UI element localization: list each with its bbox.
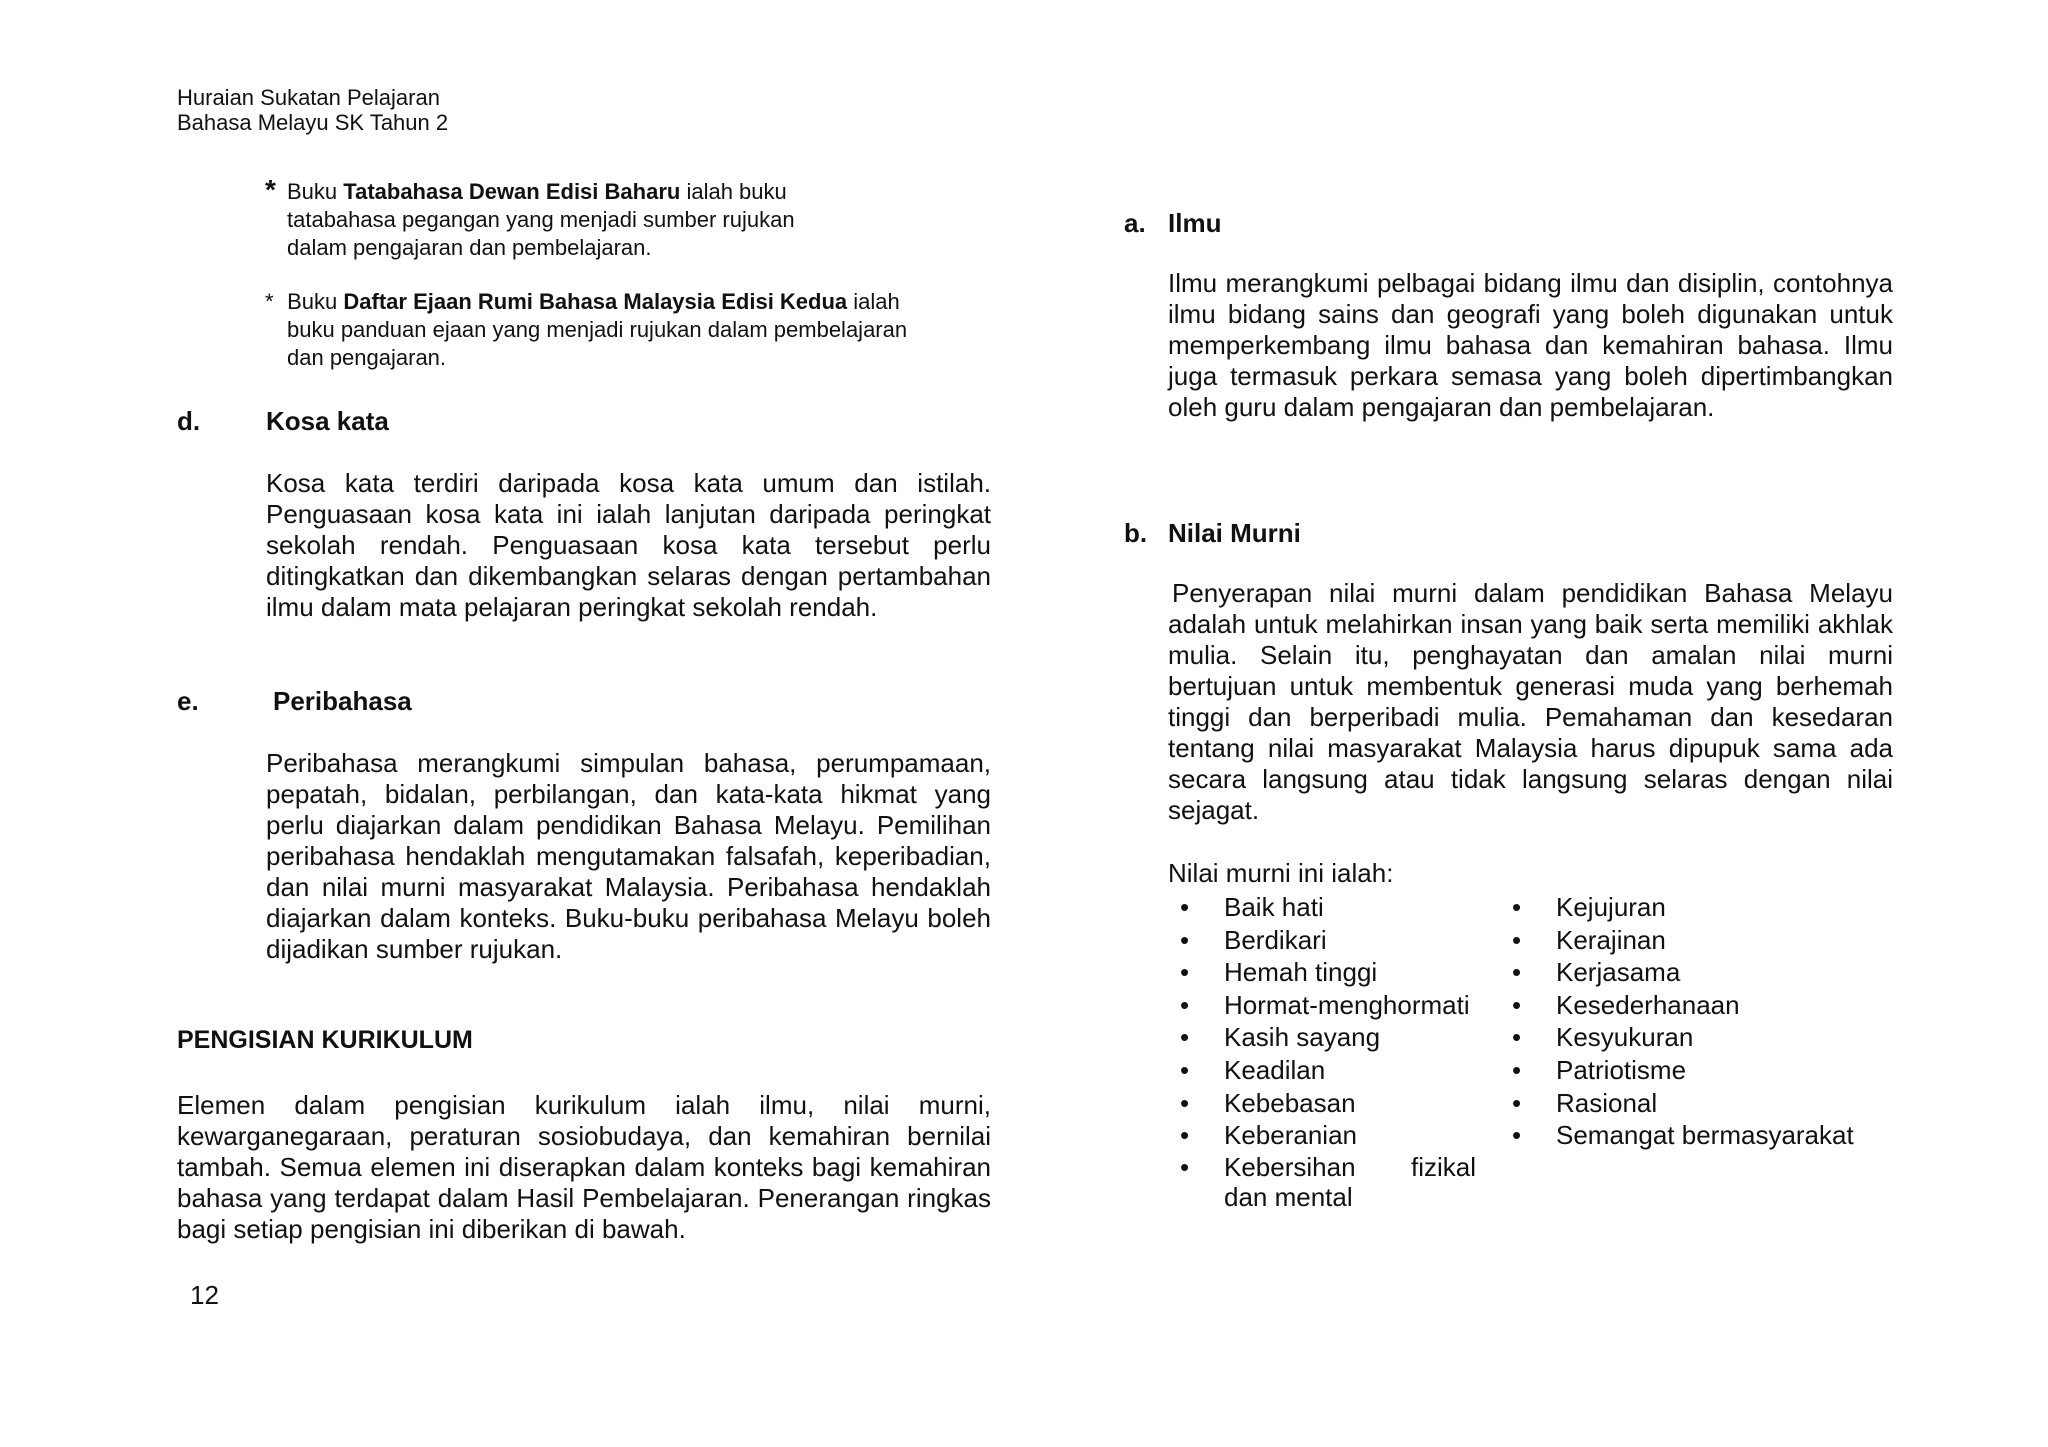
section-e-body: Peribahasa merangkumi simpulan bahasa, perumpamaan, pepatah, bidalan, perbilangan, dan kata-kata hikmat yang perlu diajarkan dalam pendidikan Bahasa Melayu. Pemilihan peribahasa hendaklah mengutamakan falsafah, keperibadian, dan nilai murni masyarakat Malaysia. Peribahasa hendaklah diajarkan dalam konteks. Buku-buku peribahasa Melayu boleh dijadikan sumber rujukan. — [266, 748, 991, 964]
list-item: • Kejujuran — [1500, 891, 1900, 924]
list-item: • Kesederhanaan — [1500, 989, 1900, 1022]
section-d-title: Kosa kata — [266, 406, 389, 436]
list-item: • Baik hati — [1168, 891, 1488, 924]
section-d-body: Kosa kata terdiri daripada kosa kata umum dan istilah. Penguasaan kosa kata ini ialah lanjutan daripada peringkat sekolah rendah. Penguasaan kosa kata tersebut perlu ditingkatkan dan dikembangkan selaras dengan pertambahan ilmu dalam mata pelajaran peringkat sekolah rendah. — [266, 468, 991, 622]
nilai-murni-list-left — [1168, 891, 1488, 1212]
section-a-body: Ilmu merangkumi pelbagai bidang ilmu dan disiplin, contohnya ilmu bidang sains dan geografi yang boleh digunakan untuk memperkembang ilmu bahasa dan kemahiran bahasa. Ilmu juga termasuk perkara semasa yang boleh dipertimbangkan oleh guru dalam pengajaran dan pembelajaran. — [1168, 268, 1893, 422]
pengisian-kurikulum-heading: PENGISIAN KURIKULUM — [177, 1026, 473, 1054]
note-book-title: Tatabahasa Dewan Edisi Baharu — [343, 179, 681, 204]
section-a-title: Ilmu — [1168, 208, 1222, 238]
list-item: • Rasional — [1500, 1087, 1900, 1120]
list-item: • Keadilan — [1168, 1054, 1488, 1087]
list-item: • Keberanian — [1168, 1119, 1488, 1152]
list-item: • Patriotisme — [1500, 1054, 1900, 1087]
list-item: • Kerajinan — [1500, 924, 1900, 957]
section-d-letter: d. — [177, 406, 201, 436]
asterisk-marker: * — [265, 174, 276, 205]
pengisian-kurikulum-body: Elemen dalam pengisian kurikulum ialah ilmu, nilai murni, kewarganegaraan, peraturan sosiobudaya, dan kemahiran bernilai tambah. Semua elemen ini diserapkan dalam konteks bagi kemahiran bahasa yang terdapat dalam Hasil Pembelajaran. Penerangan ringkas bagi setiap pengisian ini diberikan di bawah. — [177, 1090, 991, 1244]
nilai-murni-list-intro: Nilai murni ini ialah: — [1168, 858, 1394, 888]
list-item: • Hemah tinggi — [1168, 956, 1488, 989]
header-title: Huraian Sukatan Pelajaran — [177, 85, 440, 110]
asterisk-marker: * — [265, 289, 274, 314]
section-b-title: Nilai Murni — [1168, 518, 1301, 548]
note-book-title: Daftar Ejaan Rumi Bahasa Malaysia Edisi Kedua — [343, 289, 848, 314]
section-e-letter: e. — [177, 686, 199, 716]
list-item: • Kebebasan — [1168, 1087, 1488, 1120]
list-item: • Kasih sayang — [1168, 1021, 1488, 1054]
note-daftar-ejaan: * Buku Daftar Ejaan Rumi Bahasa Malaysia Edisi Kedua ialah buku panduan ejaan yang menjadi rujukan dalam pembelajaran dan pengajaran. — [265, 289, 908, 370]
list-item: • Kebersihan fizikal dan mental — [1168, 1152, 1476, 1212]
list-item: • Semangat bermasyarakat — [1500, 1119, 1900, 1152]
nilai-murni-list-right — [1500, 891, 1900, 1152]
list-item: • Kesyukuran — [1500, 1021, 1900, 1054]
list-item: • Hormat-menghormati — [1168, 989, 1488, 1022]
list-item: • Kerjasama — [1500, 956, 1900, 989]
section-b-body: Penyerapan nilai murni dalam pendidikan Bahasa Melayu adalah untuk melahirkan insan yang baik serta memiliki akhlak mulia. Selain itu, penghayatan dan amalan nilai murni bertujuan untuk membentuk generasi muda yang berhemah tinggi dan berperibadi mulia. Pemahaman dan kesedaran tentang nilai masyarakat Malaysia harus dipupuk sama ada secara langsung atau tidak langsung selaras dengan nilai sejagat. — [1168, 578, 1893, 825]
note-tatabahasa: * Buku Tatabahasa Dewan Edisi Baharu ialah buku tatabahasa pegangan yang menjadi sumber rujukan dalam pengajaran dan pembelajaran. — [265, 174, 795, 260]
page-number: 12 — [190, 1280, 219, 1310]
list-item: • Berdikari — [1168, 924, 1488, 957]
section-a-letter: a. — [1124, 208, 1146, 238]
header-subtitle: Bahasa Melayu SK Tahun 2 — [177, 110, 449, 135]
section-b-letter: b. — [1124, 518, 1148, 548]
section-e-title: Peribahasa — [273, 686, 412, 716]
